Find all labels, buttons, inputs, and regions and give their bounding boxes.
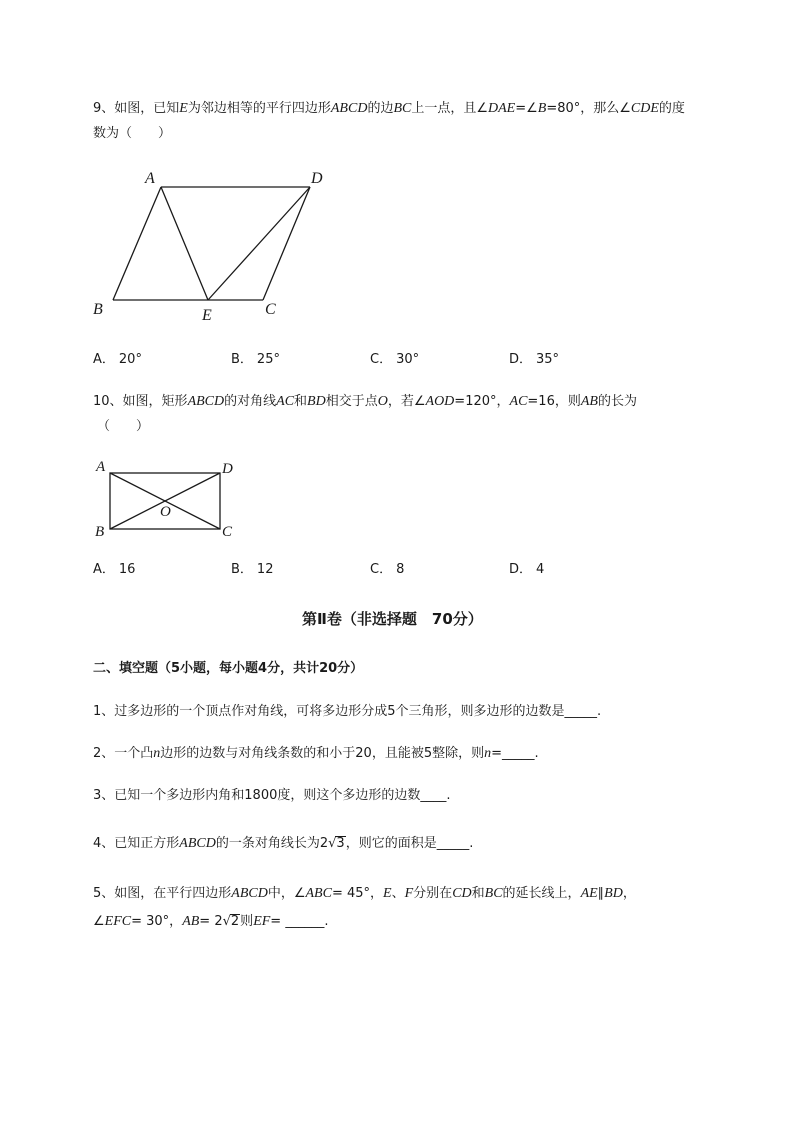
fill-text: = ______. (270, 914, 329, 929)
fill-q3: 3、已知一个多边形内角和1800度，则这个多边形的边数____. (93, 788, 451, 803)
q10-option-c[interactable] (370, 561, 404, 579)
q9-text: =∠ (515, 101, 538, 116)
sqrt-radicand: 3 (336, 836, 345, 851)
q10-text: 如图，矩形 (122, 394, 188, 409)
part2-heading: 二、填空题（5小题，每小题4分，共计20分） (93, 661, 364, 676)
q9-stem-line2: 数为（ ） (93, 126, 172, 141)
q10-text: ，若∠ (387, 394, 426, 409)
fill-var: n (153, 746, 161, 761)
edge-dc (263, 187, 310, 300)
fill-q4 (93, 835, 473, 853)
q9-var: E (179, 101, 188, 116)
fill-var: F (404, 886, 414, 901)
segment-ae (161, 187, 208, 300)
q10-var: ABCD (187, 394, 225, 409)
option-label: C． (370, 562, 393, 577)
q10-var: AB (580, 394, 598, 409)
segment-de (208, 187, 310, 300)
fill-var: EF (253, 914, 271, 929)
fill-q2 (93, 745, 539, 763)
label-a: A (96, 459, 106, 475)
option-label: D． (509, 562, 533, 577)
q10-text: 的对角线 (224, 394, 277, 409)
q9-var: BC (393, 101, 412, 116)
q10-var: BD (307, 394, 326, 409)
q9-text: 如图，已知 (114, 101, 180, 116)
fill-var: BD (604, 886, 623, 901)
fill-text: 则 (240, 914, 254, 929)
q10-stem-line2: （ ） (97, 419, 150, 434)
q10-text: =120°， (454, 394, 510, 409)
q9-text: =80°，那么∠ (546, 101, 631, 116)
option-value: 8 (396, 562, 405, 577)
option-value: 20° (118, 352, 142, 367)
label-b: B (93, 301, 103, 318)
q10-text: 相交于点 (325, 394, 378, 409)
q10-var: O (377, 394, 388, 409)
q10-var: AC (276, 394, 295, 409)
q9-text: 的边 (367, 101, 394, 116)
section-title: 第Ⅱ卷（非选择题 70分） (302, 610, 483, 628)
fill-text: ∠ (93, 914, 105, 929)
q10-option-d[interactable] (509, 561, 544, 579)
q9-var: ABCD (330, 101, 368, 116)
edge-ab (113, 187, 161, 300)
option-label: A． (93, 352, 115, 367)
q10-option-b[interactable] (231, 561, 273, 579)
fill-q5-line1 (93, 885, 636, 903)
fill-var: EFC (104, 914, 132, 929)
sqrt-radical: √ (222, 914, 231, 929)
q9-stem-line1 (93, 100, 685, 118)
fill-var: ABC (305, 886, 332, 901)
fill-text: = 45°， (331, 886, 384, 901)
label-a: A (145, 170, 155, 187)
option-value: 16 (118, 562, 136, 577)
option-value: 35° (536, 352, 560, 367)
label-c: C (222, 524, 233, 540)
q10-text: 和 (294, 394, 308, 409)
fill-text: 2、一个凸 (93, 746, 154, 761)
fill-var: n (484, 746, 492, 761)
q10-figure-rectangle (88, 455, 248, 545)
q9-option-c[interactable] (370, 351, 419, 369)
q9-number: 9、 (93, 101, 115, 116)
q9-text: 的度 (658, 101, 685, 116)
fill-var: E (383, 886, 392, 901)
option-label: B． (231, 562, 253, 577)
fill-text: 中，∠ (267, 886, 306, 901)
q9-text: 为邻边相等的平行四边形 (187, 101, 331, 116)
q10-number: 10、 (93, 394, 123, 409)
label-d: D (222, 461, 233, 477)
label-o: O (160, 504, 171, 520)
q9-var: DAE (488, 101, 516, 116)
q10-text: =16，则 (527, 394, 581, 409)
fill-text: ， (622, 886, 636, 901)
fill-q5-line2 (93, 913, 328, 931)
option-value: 12 (256, 562, 274, 577)
fill-text: 和 (471, 886, 485, 901)
option-value: 4 (536, 562, 545, 577)
fill-var: AE (580, 886, 598, 901)
fill-text: ∥ (597, 886, 605, 901)
fill-var: ABCD (231, 886, 268, 901)
option-label: C． (370, 352, 393, 367)
fill-text: 的一条对角线长为2 (215, 836, 329, 851)
option-label: A． (93, 562, 115, 577)
q9-option-b[interactable] (231, 351, 280, 369)
q10-text: 的长为 (597, 394, 637, 409)
option-value: 30° (396, 352, 420, 367)
label-c: C (265, 301, 276, 318)
option-label: D． (509, 352, 533, 367)
fill-text: ，则它的面积是_____. (345, 836, 474, 851)
q9-var: CDE (630, 101, 659, 116)
option-label: B． (231, 352, 253, 367)
q10-stem-line1 (93, 393, 637, 411)
label-d: D (311, 170, 323, 187)
fill-text: = 30°， (131, 914, 183, 929)
fill-var: BC (484, 886, 503, 901)
fill-text: 边形的边数与对角线条数的和小于20，且能被5整除，则 (160, 746, 485, 761)
label-e: E (202, 307, 212, 324)
q9-figure-parallelogram (85, 165, 345, 325)
fill-text: =_____. (491, 746, 539, 761)
q10-var: AOD (425, 394, 455, 409)
fill-var: CD (452, 886, 472, 901)
fill-var: AB (182, 914, 200, 929)
fill-q1: 1、过多边形的一个顶点作对角线，可将多边形分成5个三角形，则多边形的边数是_____. (93, 704, 602, 719)
fill-text: 、 (391, 886, 405, 901)
fill-var: ABCD (179, 836, 216, 851)
sqrt-radical: √ (328, 836, 337, 851)
q9-var: B (537, 101, 547, 116)
q9-text: 上一点，且∠ (411, 101, 488, 116)
q9-option-d[interactable] (509, 351, 559, 369)
sqrt-radicand: 2 (230, 914, 240, 929)
label-b: B (95, 524, 105, 540)
q10-var: AC (509, 394, 528, 409)
fill-text: 4、已知正方形 (93, 836, 180, 851)
fill-text: = 2 (199, 914, 223, 929)
option-value: 25° (256, 352, 280, 367)
fill-text: 5、如图，在平行四边形 (93, 886, 232, 901)
fill-text: 分别在 (413, 886, 453, 901)
fill-text: 的延长线上， (502, 886, 581, 901)
q9-option-a[interactable] (93, 351, 142, 369)
q10-option-a[interactable] (93, 561, 135, 579)
